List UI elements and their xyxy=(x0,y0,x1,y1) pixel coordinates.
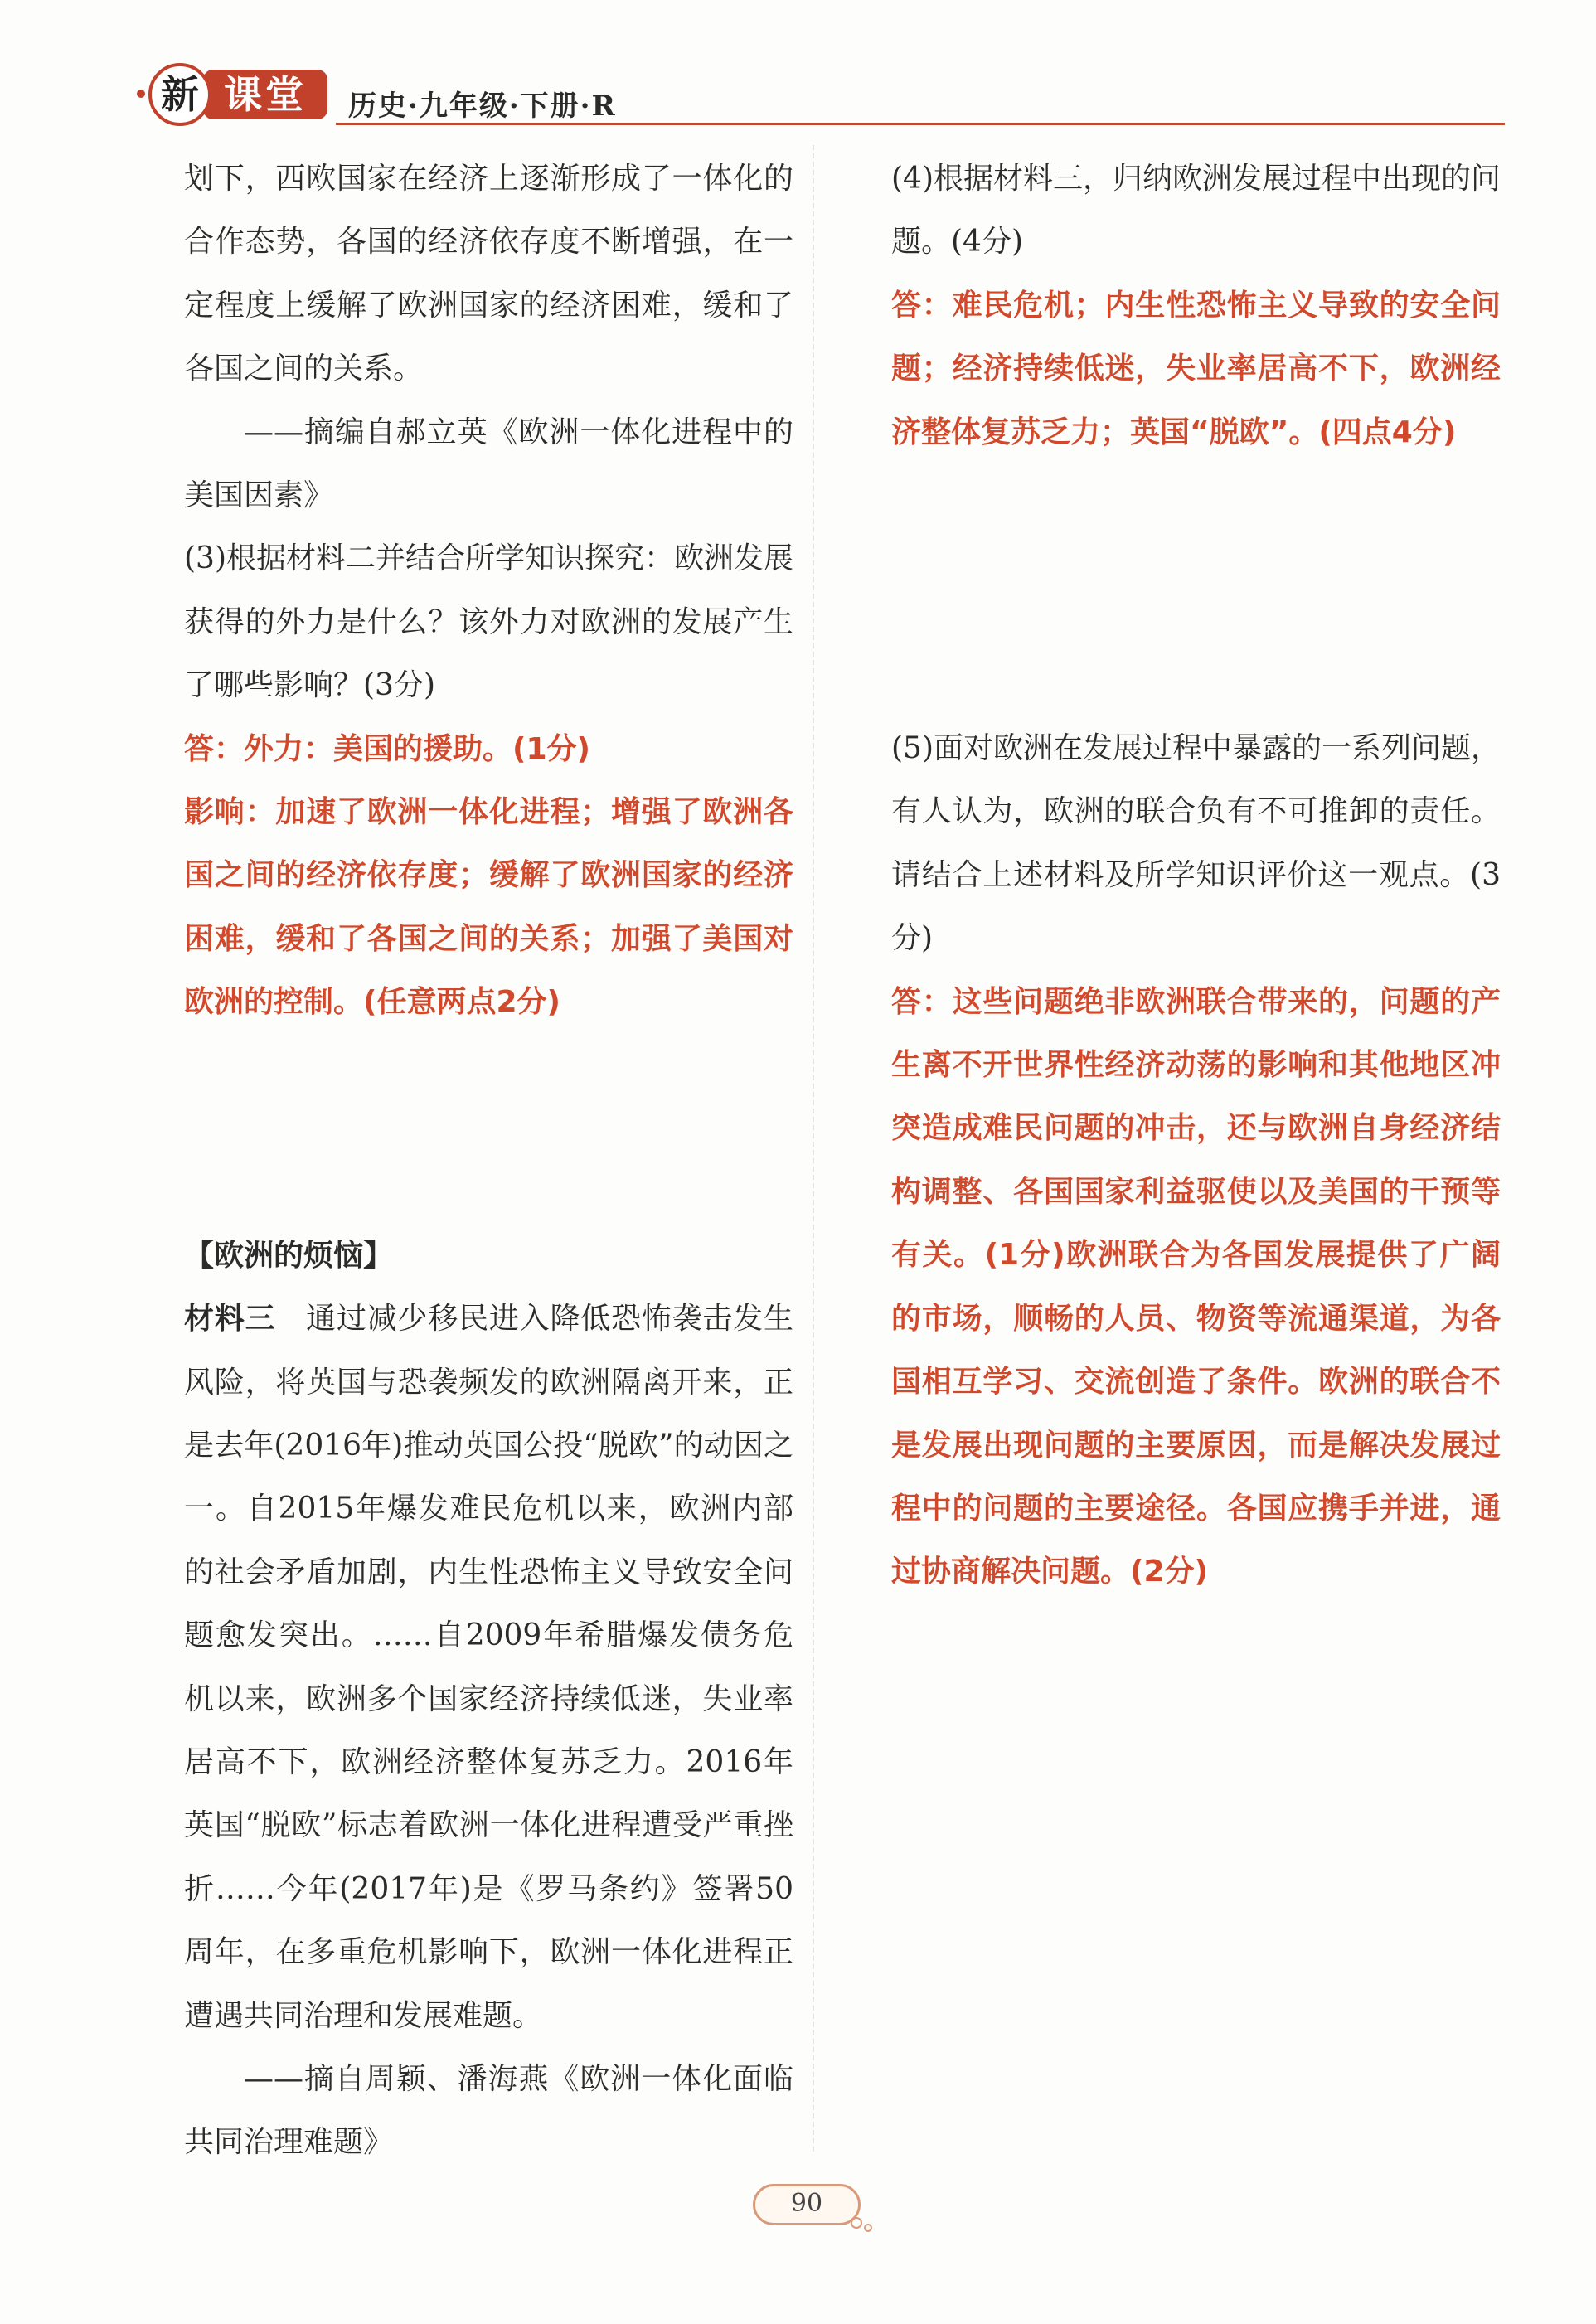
material3-source: ——摘自周颖、潘海燕《欧洲一体化面临共同治理难题》 xyxy=(184,2061,793,2160)
section-title: 【欧洲的烦恼】 xyxy=(184,1238,394,1273)
answer-3-impact: 影响：加速了欧洲一体化进程；增强了欧洲各国之间的经济依存度；缓解了欧洲国家的经济困难，缓和了各国之间的关系；加强了美国对欧洲的控制。(任意两点2分) xyxy=(184,795,793,1020)
material3-label: 材料三 xyxy=(184,1302,276,1337)
bubble-dot-icon xyxy=(851,2217,862,2229)
material2-source: ——摘编自郝立英《欧洲一体化进程中的美国因素》 xyxy=(184,415,793,513)
header-rule xyxy=(336,123,1505,125)
answer-5: 答：这些问题绝非欧洲联合带来的，问题的产生离不开世界性经济动荡的影响和其他地区冲突造成难民问题的冲击，还与欧洲自身经济结构调整、各国国家利益驱使以及美国的干预等有关。(1分)欧洲联合为各国发展提供了广阔的市场，顺畅的人员、物资等流通渠道，为各国相互学习、交流创造了条件。欧洲的联合不是发展出现问题的主要原因，而是解决发展过程中的问题的主要途径。各国应携手并进，通过协商解决问题。(2分) xyxy=(891,984,1501,1589)
material3 xyxy=(184,1288,793,2048)
column-divider xyxy=(813,145,814,2152)
material3-text: 通过减少移民进入降低恐怖袭击发生风险，将英国与恐袭频发的欧洲隔离开来，正是去年(2016年)推动英国公投“脱欧”的动因之一。自2015年爆发难民危机以来，欧洲内部的社会矛盾加剧，内生性恐怖主义导致安全问题愈发突出。……自2009年希腊爆发债务危机以来，欧洲多个国家经济持续低迷，失业率居高不下，欧洲经济整体复苏乏力。2016年英国“脱欧”标志着欧洲一体化进程遭受严重挫折……今年(2017年)是《罗马条约》签署50周年，在多重危机影响下，欧洲一体化进程正遭遇共同治理和发展难题。 xyxy=(184,1302,793,2033)
brand-logo xyxy=(137,58,327,129)
page-number: 90 xyxy=(790,2189,823,2218)
answer-3-force: 答：外力：美国的援助。(1分) xyxy=(184,731,590,766)
question-5: (5)面对欧洲在发展过程中暴露的一系列问题，有人认为，欧洲的联合负有不可推卸的责任。请结合上述材料及所学知识评价这一观点。(3分) xyxy=(891,731,1501,956)
page-number-badge xyxy=(753,2181,861,2229)
left-column xyxy=(184,148,793,2175)
material2-continuation: 划下，西欧国家在经济上逐渐形成了一体化的合作态势，各国的经济依存度不断增强，在一定程度上缓解了欧洲国家的经济困难，缓和了各国之间的关系。 xyxy=(184,162,793,386)
right-column xyxy=(891,148,1501,1604)
spacer xyxy=(184,1035,793,1225)
logo-xin: 新 xyxy=(148,63,211,126)
page-header xyxy=(137,58,1505,133)
book-subject: 历史·九年级·下册·R xyxy=(348,90,617,123)
logo-ketang: 课堂 xyxy=(203,70,327,119)
question-3: (3)根据材料二并结合所学知识探究：欧洲发展获得的外力是什么？该外力对欧洲的发展产生了哪些影响？(3分) xyxy=(184,541,793,703)
spacer xyxy=(891,464,1501,717)
bubble-dot-icon xyxy=(864,2224,872,2232)
question-4: (4)根据材料三，归纳欧洲发展过程中出现的问题。(4分) xyxy=(891,162,1501,260)
answer-4: 答：难民危机；内生性恐怖主义导致的安全问题；经济持续低迷，失业率居高不下，欧洲经济整体复苏乏力；英国“脱欧”。(四点4分) xyxy=(891,288,1501,449)
logo-dot-icon xyxy=(137,90,145,98)
